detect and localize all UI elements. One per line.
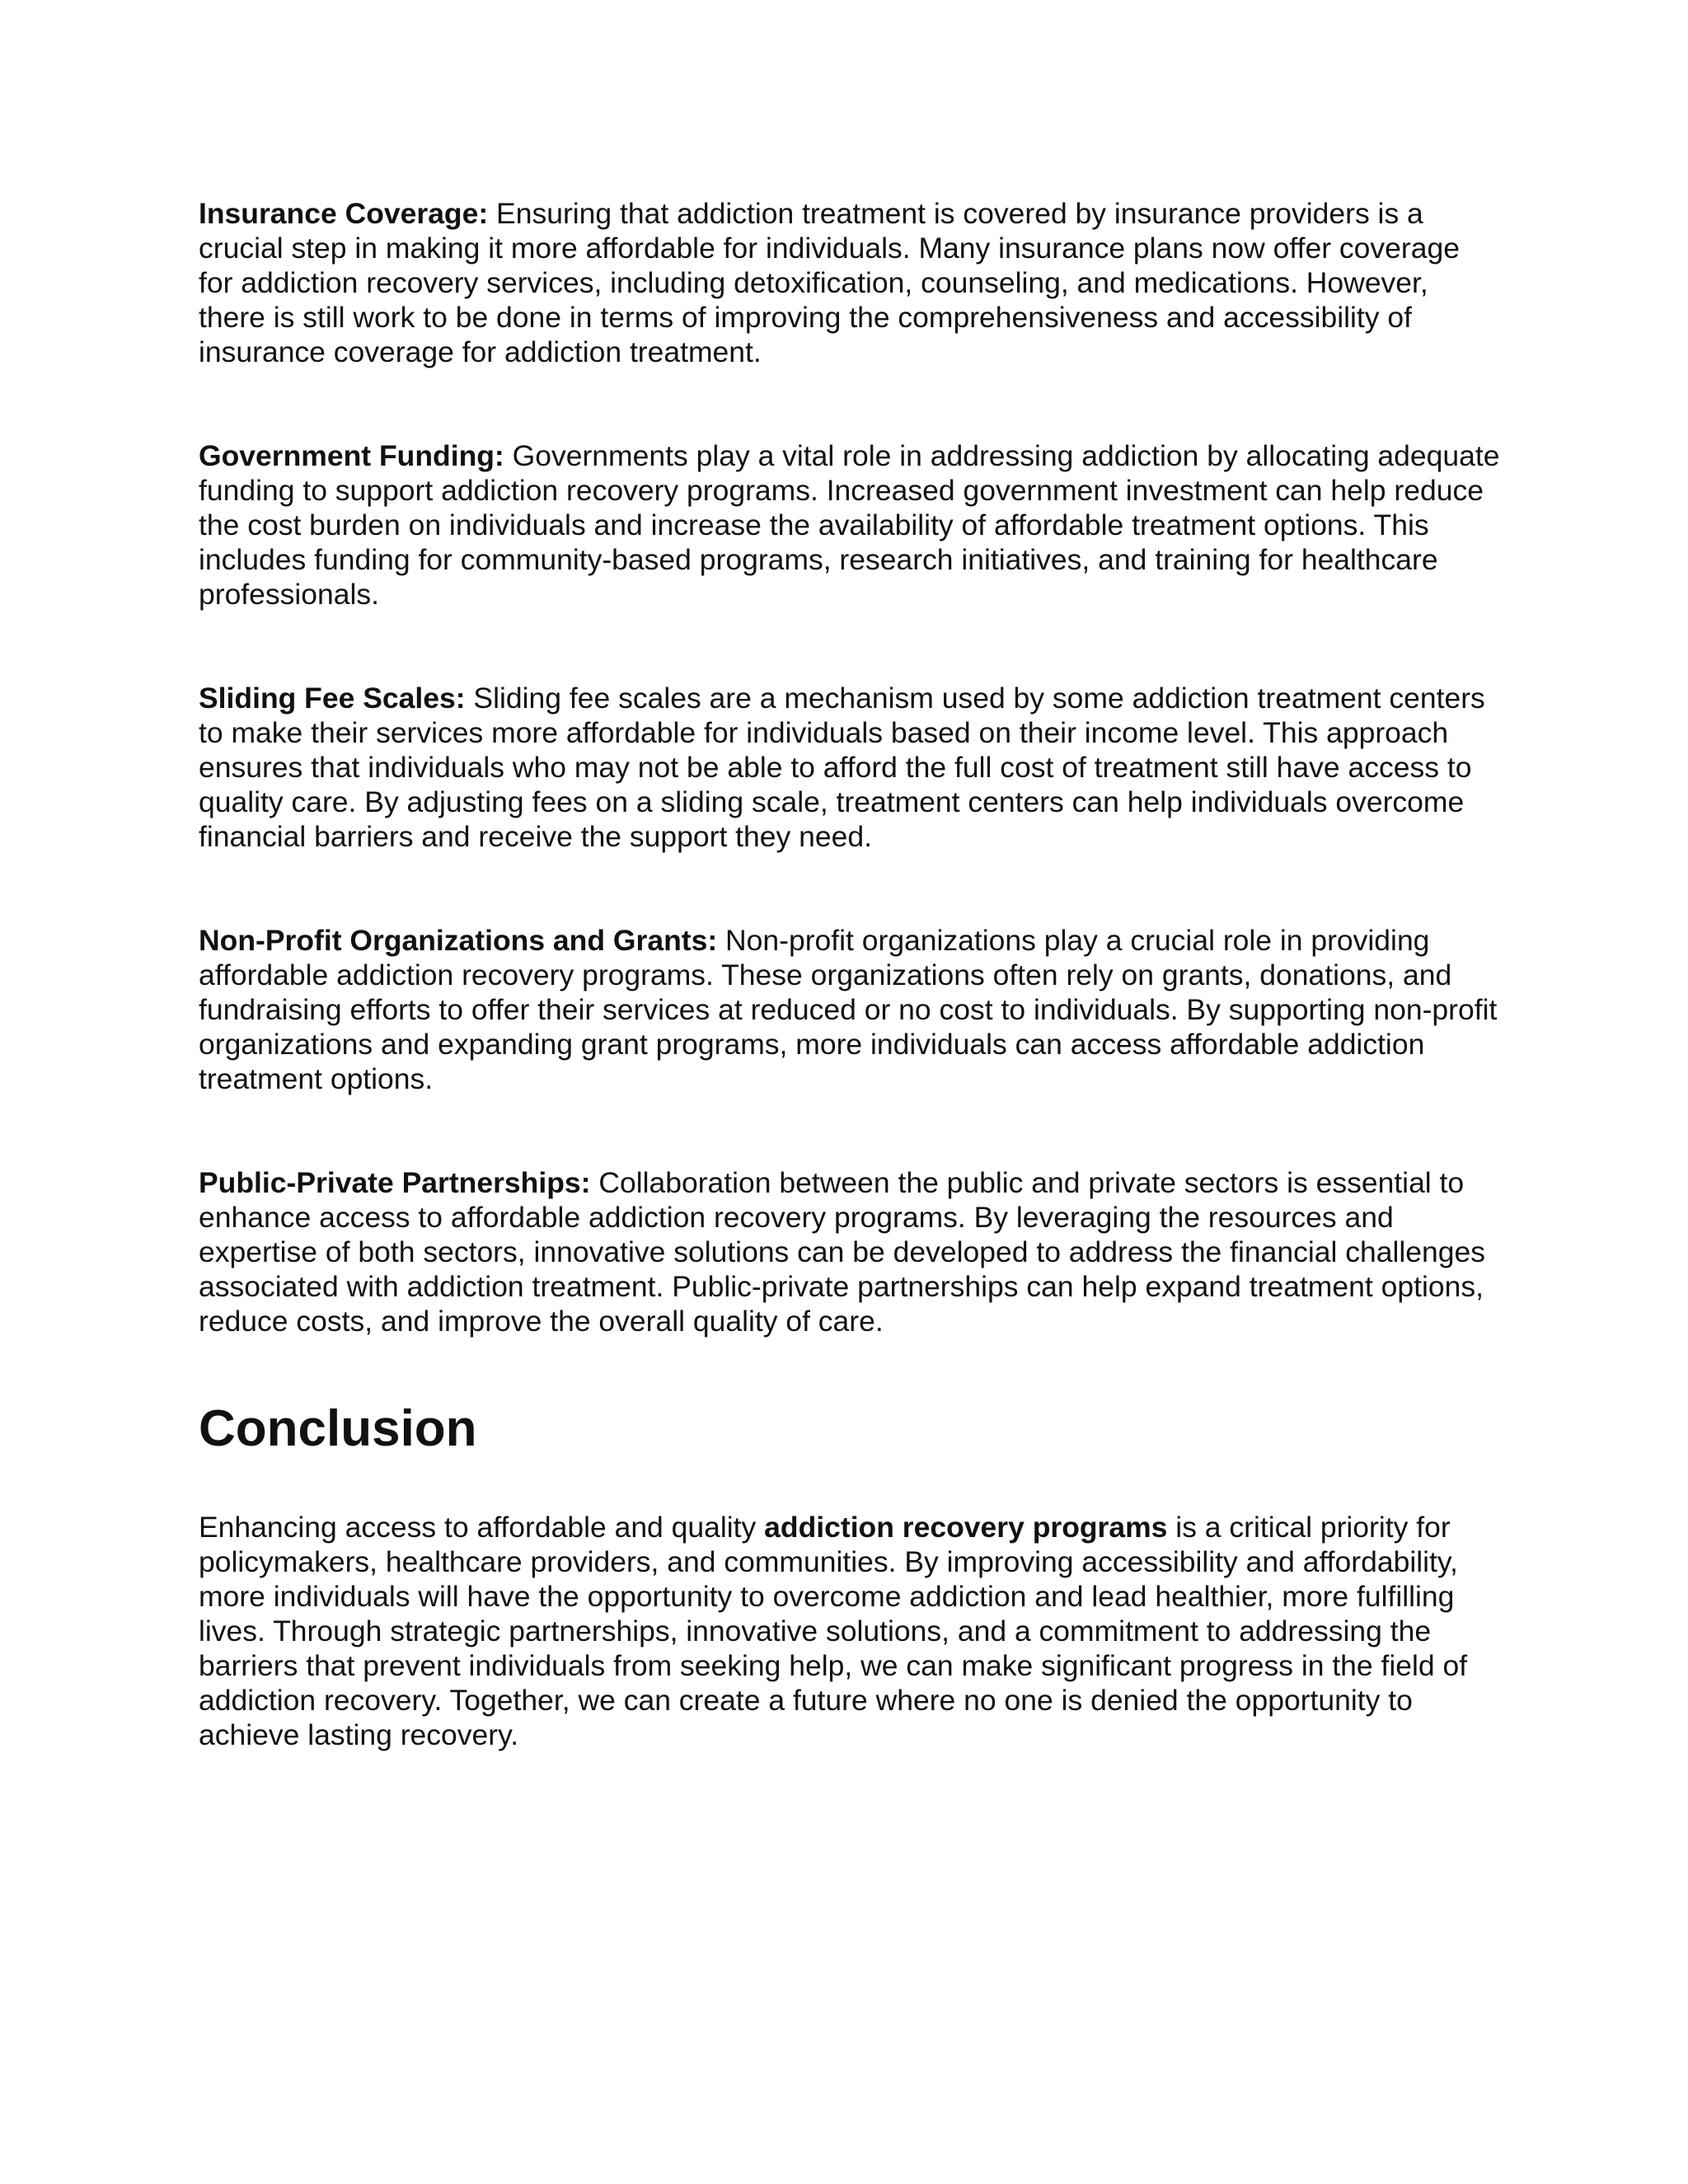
conclusion-text-after: is a critical priority for policymakers, healthcare providers, and communities. By improving accessibility and affordability, more individuals will have the opportunity to overcome addiction and lead healthier, more fulfilling lives. Through strategic partnerships, innovative solutions, and a commitment to addressing the barriers that prevent individuals from seeking help, we can make significant progress in the field of addiction recovery. Together, we can create a future where no one is denied the opportunity to achieve lasting recovery. bbox=[199, 1511, 1468, 1751]
section-text: Governments play a vital role in addressing addiction by allocating adequate funding to support addiction recovery programs. Increased government investment can help reduce the cost burden on individuals and increase the availability of affordable treatment options. This includes funding for community-based programs, research initiatives, and training for healthcare professionals. bbox=[199, 439, 1500, 611]
document-page bbox=[199, 196, 1501, 1752]
section-lead: Insurance Coverage: bbox=[199, 197, 489, 230]
section-text: Sliding fee scales are a mechanism used by some addiction treatment centers to make their services more affordable for individuals based on their income level. This approach ensures that individuals who may not be able to afford the full cost of treatment still have access to quality care. By adjusting fees on a sliding scale, treatment centers can help individuals overcome financial barriers and receive the support they need. bbox=[199, 682, 1485, 853]
section-non-profit-organizations bbox=[199, 923, 1501, 1096]
section-lead: Public-Private Partnerships: bbox=[199, 1166, 591, 1199]
section-lead: Sliding Fee Scales: bbox=[199, 682, 466, 715]
section-text: Ensuring that addiction treatment is covered by insurance providers is a crucial step in making it more affordable for individuals. Many insurance plans now offer coverage for addiction recovery services, including detoxification, counseling, and medications. However, there is still work to be done in terms of improving the comprehensiveness and accessibility of insurance coverage for addiction treatment. bbox=[199, 197, 1460, 368]
section-lead: Government Funding: bbox=[199, 439, 504, 472]
section-text: Collaboration between the public and private sectors is essential to enhance access to affordable addiction recovery programs. By leveraging the resources and expertise of both sectors, innovative solutions can be developed to address the financial challenges associated with addiction treatment. Public-private partnerships can help expand treatment options, reduce costs, and improve the overall quality of care. bbox=[199, 1166, 1486, 1338]
conclusion-paragraph bbox=[199, 1510, 1501, 1752]
section-text: Non-profit organizations play a crucial role in providing affordable addiction recovery programs. These organizations often rely on grants, donations, and fundraising efforts to offer their services at reduced or no cost to individuals. By supporting non-profit organizations and expanding grant programs, more individuals can access affordable addiction treatment options. bbox=[199, 924, 1498, 1095]
conclusion-text-before: Enhancing access to affordable and quality bbox=[199, 1511, 765, 1544]
section-lead: Non-Profit Organizations and Grants: bbox=[199, 924, 718, 957]
section-sliding-fee-scales bbox=[199, 681, 1501, 854]
conclusion-bold-phrase: addiction recovery programs bbox=[764, 1511, 1168, 1544]
conclusion-heading: Conclusion bbox=[199, 1400, 477, 1457]
section-government-funding bbox=[199, 438, 1501, 612]
section-insurance-coverage bbox=[199, 196, 1501, 369]
section-public-private-partnerships bbox=[199, 1165, 1501, 1338]
